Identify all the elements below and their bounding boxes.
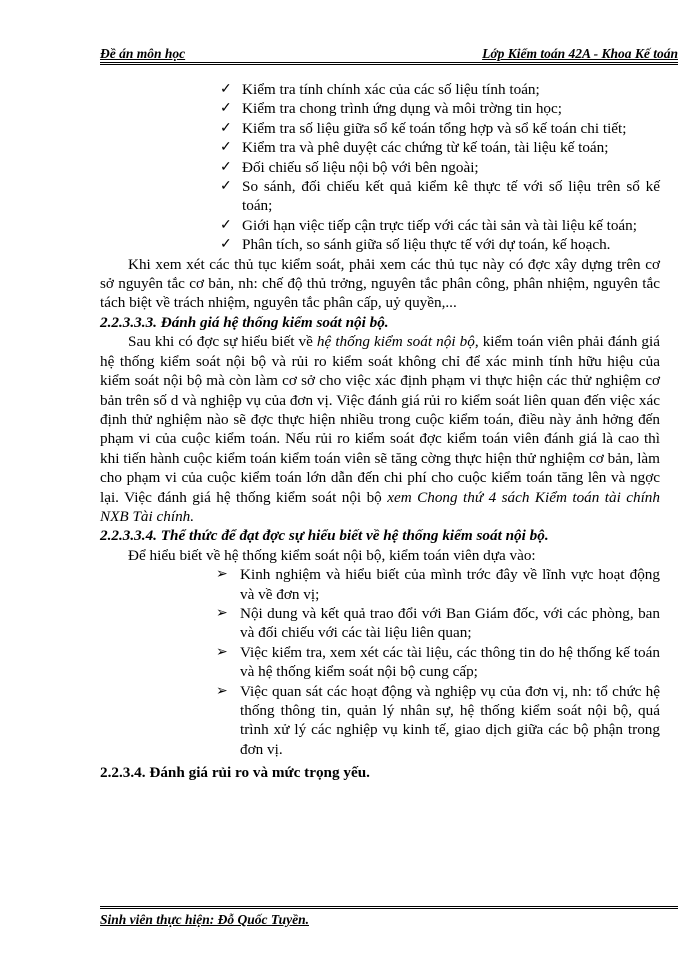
checkmark-icon: ✓ xyxy=(220,120,232,136)
check-item-text: Phân tích, so sánh giữa số liệu thực tế với dự toán, kế hoạch. xyxy=(242,236,611,254)
para2-reference: xem Chong thứ 4 sách Kiểm toán tài chính NXB Tài chính. xyxy=(100,488,660,525)
checkmark-icon: ✓ xyxy=(220,237,232,253)
check-list xyxy=(100,80,660,255)
para2-italic-term: hệ thống kiểm soát nội bộ xyxy=(316,333,475,351)
check-list-item xyxy=(100,158,660,177)
check-list-item xyxy=(100,138,660,157)
page-content xyxy=(100,80,660,783)
arrow-bullet-icon: ➢ xyxy=(216,644,228,660)
header-left: Đề án môn học xyxy=(100,46,186,61)
check-list-item xyxy=(100,216,660,235)
paragraph-basis: Để hiểu biết về hệ thống kiểm soát nội bộ, kiểm toán viên dựa vào: xyxy=(128,546,536,564)
check-item-text: Kiểm tra số liệu giữa sổ kế toán tổng hợp và sổ kế toán chi tiết; xyxy=(242,119,627,137)
arrow-item-text: Kinh nghiệm và hiểu biết của mình trớc đây về lĩnh vực hoạt động và về đơn vị; xyxy=(240,566,660,603)
arrow-list-item xyxy=(100,565,660,604)
check-item-text: Kiểm tra chong trình ứng dụng và môi trờng tin học; xyxy=(242,100,562,118)
section-heading-risk-materiality: 2.2.3.4. Đánh giá rủi ro và mức trọng yếu. xyxy=(100,764,370,782)
check-item-text: Kiểm tra tính chính xác của các số liệu tính toán; xyxy=(242,81,540,98)
arrow-item-text: Việc quan sát các hoạt động và nghiệp vụ của đơn vị, nh: tổ chức hệ thống thông tin, quản lý nhân sự, hệ thống kiểm soát nội bộ, quá trình xử lý các nghiệp vụ kinh tế, giao dịch giữa các bộ phận trong đơn vị. xyxy=(240,682,660,758)
page-header xyxy=(100,40,678,65)
arrow-bullet-icon: ➢ xyxy=(216,605,228,621)
page-footer: Sinh viên thực hiện: Đỗ Quốc Tuyền. xyxy=(100,906,678,932)
arrow-list xyxy=(100,565,660,759)
checkmark-icon: ✓ xyxy=(220,82,232,97)
checkmark-icon: ✓ xyxy=(220,217,232,233)
section-heading-evaluate-icsystem: 2.2.3.3.3. Đánh giá hệ thống kiểm soát nội bộ. xyxy=(100,313,389,331)
check-list-item xyxy=(100,235,660,254)
arrow-bullet-icon: ➢ xyxy=(216,683,228,699)
checkmark-icon: ✓ xyxy=(220,159,232,175)
para2-text-a: Sau khi có đợc sự hiểu biết về xyxy=(128,333,317,351)
arrow-item-text: Việc kiểm tra, xem xét các tài liệu, các thông tin do hệ thống kế toán và hệ thống kiểm soát nội bộ cung cấp; xyxy=(240,643,660,681)
arrow-list-item xyxy=(100,643,660,682)
check-list-item xyxy=(100,99,660,118)
check-item-text: So sánh, đối chiếu kết quả kiểm kê thực tế với số liệu trên sổ kế toán; xyxy=(242,178,660,215)
arrow-bullet-icon: ➢ xyxy=(216,567,228,583)
check-list-item xyxy=(100,177,660,216)
checkmark-icon: ✓ xyxy=(220,101,232,117)
arrow-list-item xyxy=(100,682,660,760)
checkmark-icon: ✓ xyxy=(220,140,232,156)
check-item-text: Đối chiếu số liệu nội bộ với bên ngoài; xyxy=(242,158,479,176)
check-item-text: Kiểm tra và phê duyệt các chứng từ kế toán, tài liệu kế toán; xyxy=(242,139,609,157)
paragraph-control-procedures: Khi xem xét các thủ tục kiểm soát, phải xem các thủ tục này có đợc xây dựng trên cơ sở nguyên tắc cơ bản, nh: chế độ thủ trởng, nguyên tắc phân công, phân nhiệm, nguyên tắc tách biệt về trách nhiệm, nguyên tắc phân cấp, uỷ quyền,... xyxy=(100,255,660,312)
check-list-item xyxy=(100,80,660,99)
check-item-text: Giới hạn việc tiếp cận trực tiếp với các tài sản và tài liệu kế toán; xyxy=(242,216,637,234)
header-right: Lớp Kiểm toán 42A - Khoa Kế toán xyxy=(482,46,678,61)
checkmark-icon: ✓ xyxy=(220,179,232,195)
section-heading-methods: 2.2.3.3.4. Thể thức để đạt đợc sự hiểu biết về hệ thống kiểm soát nội bộ. xyxy=(100,527,549,545)
para2-text-b: , kiểm toán viên phải đánh giá hệ thống kiểm soát nội bộ và rủi ro kiểm soát không chỉ để xác minh tính hữu hiệu của kiểm soát nội bộ mà còn làm cơ sở cho việc xác định phạm vi thực hiện các thử nghiệm cơ bản trên số d và nghiệp vụ của đơn vị. Việc đánh giá rủi ro kiểm soát liên quan đến việc xác định thử nghiệm nào sẽ đợc thực hiện nhiều trong cuộc kiểm toán, điều này ảnh hởng đến phạm vi của cuộc kiểm toán. Nếu rủi ro kiểm soát đợc kiểm toán viên đánh giá là cao thì khi tiến hành cuộc kiểm toán kiểm toán viên sẽ tăng cờng thực hiện thử nghiệm cơ bản, làm cho phạm vi của cuộc kiểm toán lớn dẫn đến chi phí cho cuộc kiểm toán tăng lên và ngợc lại. Việc đánh giá hệ thống kiểm soát nội bộ xyxy=(100,333,660,506)
paragraph-evaluation xyxy=(100,332,660,526)
check-list-item xyxy=(100,119,660,138)
arrow-list-item xyxy=(100,604,660,643)
arrow-item-text: Nội dung và kết quả trao đổi với Ban Giám đốc, với các phòng, ban và đối chiếu với các tài liệu liên quan; xyxy=(240,604,660,642)
